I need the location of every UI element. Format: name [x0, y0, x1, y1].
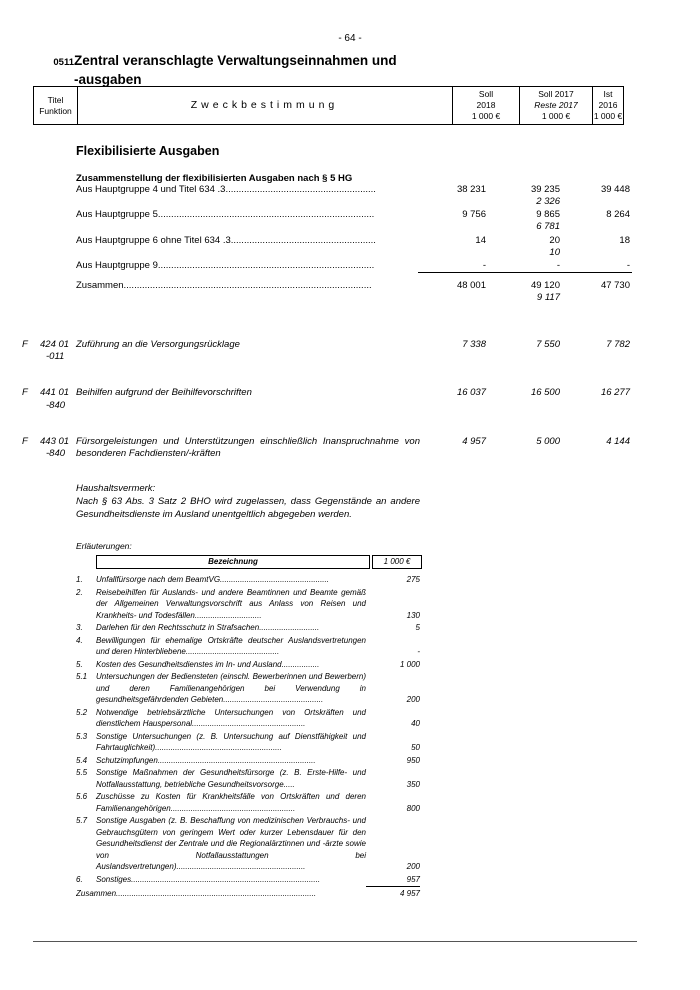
- item-text: Zuschüsse zu Kosten für Krankheitsfälle von Ortskräften und deren Familienangehörigen........................................................: [96, 792, 366, 813]
- page-number: - 64 -: [338, 33, 362, 44]
- entry-text: Zuführung an die Versorgungsrücklage: [76, 339, 240, 350]
- erlaeuterungen-total-line: [366, 886, 420, 887]
- erlaeuterungen-item: [76, 622, 420, 634]
- header-titel-funktion: [34, 87, 78, 124]
- haushaltsvermerk-title: Haushaltsvermerk:: [76, 483, 156, 494]
- erlaeuterungen-item: [76, 874, 420, 886]
- erlaeuterungen-header: [76, 555, 420, 568]
- header-soll-2018-l2: 2018: [476, 100, 496, 110]
- summary-total-soll: 48 001: [456, 280, 486, 291]
- item-text: Sonstige Ausgaben (z. B. Beschaffung von medizinischen Verbrauchs- und Gebrauchsgütern von geringem Wert oder kurzer Lebensdauer für den Gesundheitsdienst der Zentrale und die Regionalärztinnen und -ärzte sowie von Notfallausstattungen bei Auslandsvertretungen)..........................................................: [96, 816, 366, 871]
- entry-ist: 4 144: [606, 436, 630, 447]
- entry-soll: 16 037: [456, 387, 486, 398]
- chapter-number: 0511: [53, 57, 74, 68]
- section-title: Flexibilisierte Ausgaben: [76, 144, 220, 158]
- header-soll-2018-l3: 1 000 €: [471, 111, 501, 121]
- entry-ist: 7 782: [606, 339, 630, 350]
- erlaeuterungen-item: [76, 767, 420, 790]
- entry-soll: 4 957: [462, 436, 486, 447]
- erlaeuterungen-item: [76, 815, 420, 873]
- summary-row-reste: 10: [549, 247, 560, 258]
- item-number: 5.4: [76, 755, 88, 765]
- item-number: 6.: [76, 874, 83, 884]
- erlaeuterungen-item: [76, 587, 420, 622]
- header-zweckbestimmung: Zweckbestimmung: [77, 87, 453, 124]
- entry-funktion: -011: [46, 351, 65, 362]
- header-soll-2017-l3: 1 000 €: [541, 111, 571, 121]
- erlaeuterungen-total-value: 4 957: [399, 889, 420, 898]
- erlaeuterungen-item: [76, 707, 420, 730]
- summary-row-ist: 18: [619, 235, 630, 246]
- item-value: -: [417, 647, 420, 656]
- item-value: 350: [406, 779, 420, 789]
- entry-text: Fürsorgeleistungen und Unterstützungen einschließlich Inanspruchnahme von besonderen Fachdiensten/-kräften: [76, 436, 420, 459]
- item-number: 5.6: [76, 792, 88, 801]
- erlaeuterungen-total-row: [76, 887, 420, 901]
- summary-total-label: Zusammen..............................................................................................: [76, 280, 372, 291]
- header-soll-2018: [453, 87, 520, 124]
- summary-row-soll2017: 20: [549, 235, 560, 246]
- entry-soll: 7 338: [462, 339, 486, 350]
- entry-prefix: F: [22, 339, 28, 350]
- item-text: Sonstige Maßnahmen der Gesundheitsfürsorge (z. B. Erste-Hilfe- und Notfallausstattung, betriebliche Gesundheitsvorsorge.....: [96, 768, 366, 789]
- item-text: Schutzimpfungen.......................................................................: [96, 755, 316, 765]
- entry-funktion: -840: [46, 400, 66, 411]
- item-number: 2.: [76, 587, 83, 597]
- item-number: 5.3: [76, 731, 88, 741]
- item-text: Notwendige betriebsärztliche Untersuchungen von Ortskräften und dienstlichem Hauspersonal...................................................: [96, 707, 366, 728]
- item-text: Unfallfürsorge nach dem BeamtVG.................................................: [96, 575, 329, 584]
- header-bezeichnung: Bezeichnung: [96, 555, 370, 569]
- erlaeuterungen-table: [76, 555, 420, 901]
- item-number: 5.7: [76, 816, 88, 825]
- item-value: 40: [411, 719, 420, 728]
- item-text: Bewilligungen für ehemalige Ortskräfte deutscher Auslandsvertretungen und deren Hinterbliebene..........................................: [96, 635, 366, 656]
- item-number: 5.5: [76, 768, 88, 777]
- summary-row-ist: 39 448: [600, 184, 630, 195]
- summary-row-soll2017: -: [556, 260, 560, 271]
- item-value: 1 000: [399, 659, 420, 669]
- summary-total-ist: 47 730: [600, 280, 630, 291]
- entry-prefix: F: [22, 387, 28, 398]
- header-ist-2016-l2: 2016: [598, 100, 618, 110]
- item-value: 800: [406, 803, 420, 813]
- column-header-table: [33, 86, 624, 125]
- item-text: Sonstige Untersuchungen (z. B. Untersuchung auf Dienstfähigkeit und Fahrtauglichkeit).........................................................: [96, 731, 366, 752]
- item-value: 50: [411, 743, 420, 752]
- summary-total-reste: 9 117: [536, 292, 560, 303]
- item-value: 275: [406, 575, 420, 584]
- item-number: 4.: [76, 635, 83, 645]
- erlaeuterungen-item: [76, 731, 420, 754]
- footer-line: [33, 941, 637, 942]
- chapter-title-line2: -ausgaben: [74, 72, 142, 87]
- erlaeuterungen-title: Erläuterungen:: [76, 541, 132, 551]
- summary-row-label: Aus Hauptgruppe 9..................................................................................: [76, 260, 375, 271]
- erlaeuterungen-item: [76, 791, 420, 814]
- summary-row-soll2017: 9 865: [536, 209, 560, 220]
- header-ist-2016-l1: Ist: [603, 89, 613, 99]
- erlaeuterungen-item: [76, 671, 420, 706]
- haushaltsvermerk-text: Nach § 63 Abs. 3 Satz 2 BHO wird zugelassen, dass Gegenstände an andere Gesundheitsdienste im Ausland unentgeltlich abgegeben werden.: [76, 496, 420, 520]
- summary-row-soll2017: 39 235: [530, 184, 560, 195]
- erlaeuterungen-item: [76, 755, 420, 767]
- item-number: 5.2: [76, 707, 88, 717]
- item-number: 1.: [76, 575, 83, 584]
- summary-row-reste: 2 326: [536, 196, 560, 207]
- entry-soll2017: 7 550: [536, 339, 560, 350]
- summary-total-soll2017: 49 120: [530, 280, 560, 291]
- item-number: 5.1: [76, 672, 88, 681]
- header-soll-2017-l1: Soll 2017: [538, 89, 574, 99]
- item-text: Sonstiges.....................................................................................: [96, 874, 321, 884]
- item-number: 5.: [76, 659, 83, 669]
- header-ist-2016: [593, 87, 623, 124]
- erlaeuterungen-item: [76, 659, 420, 671]
- item-number: 3.: [76, 623, 83, 632]
- header-ist-2016-l3: 1 000 €: [593, 111, 623, 121]
- entry-ist: 16 277: [600, 387, 630, 398]
- summary-row-soll: 38 231: [456, 184, 486, 195]
- item-value: 957: [406, 874, 420, 884]
- summary-row-reste: 6 781: [536, 221, 560, 232]
- entry-soll2017: 16 500: [530, 387, 560, 398]
- summary-row-ist: 8 264: [606, 209, 630, 220]
- header-soll-2018-l1: Soll: [478, 89, 494, 99]
- erlaeuterungen-total-label: Zusammen..........................................................................................: [76, 889, 317, 898]
- summary-row-soll: -: [482, 260, 486, 271]
- summary-title: Zusammenstellung der flexibilisierten Ausgaben nach § 5 HG: [76, 173, 353, 184]
- header-titel: Titel: [47, 94, 64, 105]
- summary-row-soll: 9 756: [462, 209, 486, 220]
- entry-titel: 441 01: [40, 387, 70, 398]
- header-soll-2017: [520, 87, 593, 124]
- item-text: Untersuchungen der Bediensteten (einschl. Bewerberinnen und Bewerbern) und deren Familienangehörigen bei Verwendung in gesundheitsgefährdenden Gebieten.............................................: [96, 672, 366, 704]
- header-funktion: Funktion: [39, 105, 72, 116]
- item-value: 130: [406, 610, 420, 620]
- chapter-title-line1: Zentral veranschlagte Verwaltungseinnahmen und: [74, 53, 397, 68]
- summary-row-label: Aus Hauptgruppe 4 und Titel 634 .3.........................................................: [76, 184, 376, 195]
- item-text: Kosten des Gesundheitsdienstes im In- und Ausland.................: [96, 659, 320, 669]
- header-unit: 1 000 €: [372, 555, 422, 569]
- summary-row-soll: 14: [475, 235, 486, 246]
- chapter-heading: [34, 52, 397, 88]
- item-value: 200: [406, 862, 420, 871]
- item-value: 950: [406, 755, 420, 765]
- entry-titel: 443 01: [40, 436, 70, 447]
- entry-funktion: -840: [46, 448, 66, 459]
- item-text: Darlehen für den Rechtsschutz in Strafsachen...........................: [96, 623, 320, 632]
- entry-text: Beihilfen aufgrund der Beihilfevorschriften: [76, 387, 252, 398]
- summary-row-label: Aus Hauptgruppe 5..................................................................................: [76, 209, 375, 220]
- erlaeuterungen-item: [76, 635, 420, 658]
- summary-row-label: Aus Hauptgruppe 6 ohne Titel 634 .3.......................................................: [76, 235, 376, 246]
- summary-total-line: [418, 272, 632, 273]
- header-soll-2017-l2: Reste 2017: [534, 100, 578, 110]
- entry-soll2017: 5 000: [536, 436, 560, 447]
- summary-row-ist: -: [626, 260, 630, 271]
- item-value: 5: [415, 623, 420, 632]
- item-value: 200: [406, 695, 420, 704]
- entry-titel: 424 01: [40, 339, 70, 350]
- erlaeuterungen-item: [76, 574, 420, 586]
- item-text: Reisebeihilfen für Auslands- und andere Beamtinnen und Beamte gemäß der Allgemeinen Verwaltungsvorschrift aus Anlass von Reisen und Krankheits- und Todesfällen..............................: [96, 587, 366, 620]
- entry-prefix: F: [22, 436, 28, 447]
